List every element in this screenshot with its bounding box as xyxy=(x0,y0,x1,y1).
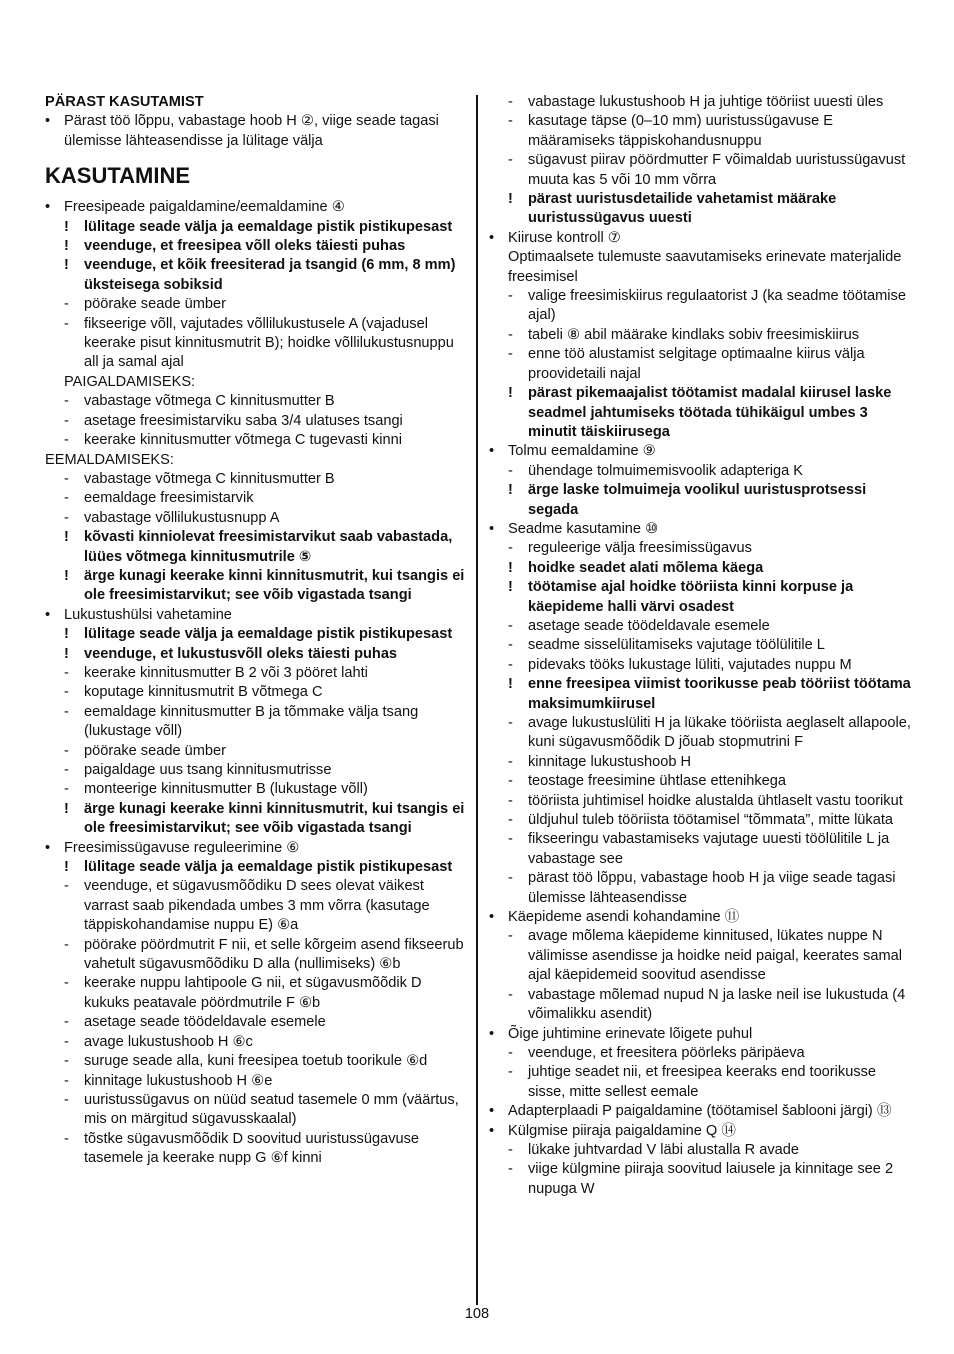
dash-item xyxy=(45,742,465,761)
item-text: Freesimissügavuse reguleerimine ⑥ xyxy=(64,839,300,856)
dash-item xyxy=(45,877,465,935)
item-text: vabastage võllilukustusnupp A xyxy=(84,509,280,526)
item-text: ärge kunagi keerake kinni kinnitusmutrit, kui tsangis ei ole freesimistarvikut; see võib vigastada tsangi xyxy=(84,567,465,604)
dash-item xyxy=(45,1013,465,1032)
dash-item xyxy=(45,683,465,702)
item-text: Kiiruse kontroll ⑦ xyxy=(508,229,621,246)
page-title: KASUTAMINE xyxy=(45,163,191,189)
item-text: seadme sisselülitamiseks vajutage töölülitile L xyxy=(528,637,825,654)
warning-item xyxy=(489,675,914,714)
item-text: eemaldage freesimistarvik xyxy=(84,490,254,507)
dash-item xyxy=(45,664,465,683)
dash-item xyxy=(45,412,465,431)
dash-item xyxy=(489,927,914,985)
item-text: asetage seade töödeldavale esemele xyxy=(528,617,770,634)
dash-item xyxy=(489,345,914,384)
dash-item xyxy=(489,636,914,655)
warning-item xyxy=(45,218,465,237)
dash-item xyxy=(489,869,914,908)
dash-item xyxy=(45,703,465,742)
item-text: teostage freesimine ühtlase ettenihkega xyxy=(528,773,786,790)
item-text: reguleerige välja freesimissügavus xyxy=(528,540,752,557)
bullet-item xyxy=(489,1025,914,1044)
warning-item xyxy=(489,190,914,229)
page-number: 108 xyxy=(464,1306,490,1322)
item-text: veenduge, et sügavusmõõdiku D sees olevat väikest varrast saab pikendada umbes 3 mm võrra (kasutage täppiskohandamise nuppu E) ⑥a xyxy=(84,878,430,934)
item-text: pärast pikemaajalist töötamist madalal kiirusel laske seadmel jahtumiseks töötada tühikäigul umbes 3 minutit täiskiirusega xyxy=(528,385,892,440)
item-text: suruge seade alla, kuni freesipea toetub toorikule ⑥d xyxy=(84,1053,428,1070)
warning-item xyxy=(45,645,465,664)
item-text: üldjuhul tuleb tööriista töötamisel “tõmmata”, mitte lükata xyxy=(528,812,894,829)
dash-item xyxy=(45,1033,465,1052)
bullet-item xyxy=(45,198,465,217)
bullet-item xyxy=(489,908,914,927)
warning-item xyxy=(45,567,465,606)
item-text: avage lukustushoob H ⑥c xyxy=(84,1033,253,1050)
dash-item xyxy=(45,315,465,373)
text-line xyxy=(45,451,465,470)
dash-item xyxy=(45,761,465,780)
item-text: lükake juhtvardad V läbi alustalla R avade xyxy=(528,1141,799,1158)
dash-item xyxy=(489,656,914,675)
dash-item xyxy=(489,1063,914,1102)
warning-item xyxy=(489,578,914,617)
bullet-item xyxy=(489,229,914,248)
warning-item xyxy=(489,384,914,442)
item-text: keerake kinnitusmutter võtmega C tugevasti kinni xyxy=(84,432,402,449)
item-text: koputage kinnitusmutrit B võtmega C xyxy=(84,684,323,701)
item-text: pöörake pöördmutrit F nii, et selle kõrgeim asend fikseerub vahetult sügavusmõõdiku D alla (nullimiseks) ⑥b xyxy=(84,936,464,973)
dash-item xyxy=(45,1072,465,1091)
item-text: pärast töö lõppu, vabastage hoob H ja viige seade tagasi ülemisse lähteasendisse xyxy=(528,870,896,906)
item-text: asetage freesimistarviku saba 3/4 ulatuses tsangi xyxy=(84,412,403,429)
item-text: valige freesimiskiirus regulaatorist J (ka seadme töötamise ajal) xyxy=(528,288,906,324)
item-text: veenduge, et freesitera pöörleks päripäeva xyxy=(528,1044,805,1061)
dash-item xyxy=(489,1044,914,1063)
item-text: kinnitage lukustushoob H ⑥e xyxy=(84,1072,273,1089)
dash-item xyxy=(489,151,914,190)
item-text: veenduge, et lukustusvõll oleks täiesti puhas xyxy=(84,645,398,662)
item-text: asetage seade töödeldavale esemele xyxy=(84,1014,326,1031)
item-text: Käepideme asendi kohandamine ⑪ xyxy=(508,909,740,926)
item-text: pöörake seade ümber xyxy=(84,296,226,313)
bullet-item xyxy=(489,1102,914,1121)
dash-item xyxy=(489,1160,914,1199)
warning-item xyxy=(45,237,465,256)
item-text: tööriista juhtimisel hoidke alustalda ühtlaselt vastu toorikut xyxy=(528,792,903,809)
item-text: lülitage seade välja ja eemaldage pistik pistikupesast xyxy=(84,626,453,643)
item-text: sügavust piirav pöördmutter F võimaldab uuristussügavust muuta kas 5 või 10 mm võrra xyxy=(528,152,906,188)
dash-item xyxy=(489,714,914,753)
item-text: keerake kinnitusmutter B 2 või 3 pööret lahti xyxy=(84,664,368,681)
dash-item xyxy=(45,489,465,508)
dash-item xyxy=(45,392,465,411)
dash-item xyxy=(45,509,465,528)
item-text: ärge laske tolmuimeja voolikul uuristusprotsessi segada xyxy=(528,482,867,518)
dash-item xyxy=(45,1091,465,1130)
warning-item xyxy=(45,858,465,877)
warning-item xyxy=(45,800,465,839)
bullet-item xyxy=(489,1122,914,1141)
item-text: lülitage seade välja ja eemaldage pistik pistikupesast xyxy=(84,859,453,876)
dash-item xyxy=(45,974,465,1013)
item-text: fikseeringu vabastamiseks vajutage uuesti töölülitile L ja vabastage see xyxy=(528,831,890,867)
item-text: kinnitage lukustushoob H xyxy=(528,753,692,770)
dash-item xyxy=(489,792,914,811)
dash-item xyxy=(489,1141,914,1160)
dash-item xyxy=(489,772,914,791)
item-text: avage lukustuslüliti H ja lükake tööriista aeglaselt allapoole, kuni sügavusmõõdik D jõuab stopmutrini F xyxy=(528,715,911,751)
item-text: vabastage mõlemad nupud N ja laske neil ise lukustuda (4 võimalikku asendit) xyxy=(528,986,906,1023)
item-text: vabastage võtmega C kinnitusmutter B xyxy=(84,393,335,410)
item-text: avage mõlema käepideme kinnitused, lükates nuppe N välimisse asendisse ja hoidke neid paigal, keerates samal ajal käepidemeid soovitud asendisse xyxy=(528,928,902,984)
bullet-item xyxy=(489,442,914,461)
item-text: monteerige kinnitusmutter B (lukustage võll) xyxy=(84,781,368,798)
dash-item xyxy=(489,93,914,112)
dash-item xyxy=(489,811,914,830)
text-line xyxy=(489,248,914,287)
item-text: Freesipeade paigaldamine/eemaldamine ④ xyxy=(64,199,345,216)
item-text: juhtige seadet nii, et freesipea keeraks end toorikusse sisse, mitte sellest eemale xyxy=(528,1064,877,1100)
item-text: pärast uuristusdetailide vahetamist määrake uuristussügavus uuesti xyxy=(528,191,837,227)
bullet-item xyxy=(45,606,465,625)
dash-item xyxy=(489,986,914,1025)
item-text: viige külgmine piiraja soovitud laiusele ja kinnitage see 2 nupuga W xyxy=(528,1161,894,1197)
item-text: paigaldage uus tsang kinnitusmutrisse xyxy=(84,762,332,778)
item-text: Seadme kasutamine ⑩ xyxy=(508,520,659,537)
dash-item xyxy=(489,830,914,869)
warning-item xyxy=(45,528,465,567)
dash-item xyxy=(489,539,914,558)
warning-item xyxy=(489,559,914,578)
item-text: ärge kunagi keerake kinni kinnitusmutrit, kui tsangis ei ole freesimistarvikut; see võib vigastada tsangi xyxy=(84,800,465,837)
item-text: EEMALDAMISEKS: xyxy=(45,451,174,468)
dash-item xyxy=(45,936,465,975)
item-text: kõvasti kinniolevat freesimistarvikut saab vabastada, lüües võtmega kinnitusmutrile ⑤ xyxy=(84,529,453,565)
bullet-item xyxy=(45,112,465,151)
dash-item xyxy=(45,431,465,450)
dash-item xyxy=(489,753,914,772)
dash-item xyxy=(489,326,914,345)
dash-item xyxy=(45,780,465,799)
item-text: Külgmise piiraja paigaldamine Q ⑭ xyxy=(508,1122,736,1139)
item-text: pidevaks tööks lukustage lüliti, vajutades nuppu M xyxy=(528,656,852,673)
dash-item xyxy=(45,470,465,489)
item-text: Optimaalsete tulemuste saavutamiseks erinevate materjalide freesimisel xyxy=(508,249,902,285)
item-text: keerake nuppu lahtipoole G nii, et sügavusmõõdik D kukuks peatavale pöördmutrile F ⑥b xyxy=(84,975,422,1011)
right-column xyxy=(489,93,914,1199)
item-text: tabeli ⑧ abil määrake kindlaks sobiv freesimiskiirus xyxy=(528,326,860,343)
dash-item xyxy=(45,295,465,314)
item-text: enne freesipea viimist toorikusse peab tööriist töötama maksimumkiirusel xyxy=(528,676,911,712)
item-text: Lukustushülsi vahetamine xyxy=(64,606,232,623)
item-text: lülitage seade välja ja eemaldage pistik pistikupesast xyxy=(84,218,453,235)
dash-item xyxy=(489,287,914,326)
dash-item xyxy=(489,112,914,151)
item-text: fikseerige võll, vajutades võllilukustusele A (vajadusel keerake pisut kinnitusmutrit B); hoidke võllilukustusnuppu all ja samal ajal xyxy=(84,315,454,371)
warning-item xyxy=(45,625,465,644)
column-divider xyxy=(476,95,478,1305)
item-text: tõstke sügavusmõõdik D soovitud uuristussügavuse tasemele ja keerake nupp G ⑥f kinni xyxy=(84,1130,420,1167)
item-text: Adapterplaadi P paigaldamine (töötamisel šablooni järgi) ⑬ xyxy=(508,1103,892,1120)
item-text: enne töö alustamist selgitage optimaalne kiirus välja proovidetaili najal xyxy=(528,346,865,382)
item-text: veenduge, et freesipea võll oleks täiesti puhas xyxy=(84,238,406,255)
item-text: eemaldage kinnitusmutter B ja tõmmake välja tsang (lukustage võll) xyxy=(84,703,419,740)
dash-item xyxy=(45,1052,465,1071)
warning-item xyxy=(489,481,914,520)
bullet-item xyxy=(45,839,465,858)
item-text: vabastage lukustushoob H ja juhtige tööriist uuesti üles xyxy=(528,94,884,110)
item-text: pöörake seade ümber xyxy=(84,742,226,759)
item-text: Tolmu eemaldamine ⑨ xyxy=(508,443,656,460)
item-text: Pärast töö lõppu, vabastage hoob H ②, viige seade tagasi ülemisse lähteasendisse ja lülitage välja xyxy=(64,113,439,149)
text-line xyxy=(45,373,465,392)
dash-item xyxy=(489,617,914,636)
left-column xyxy=(45,93,465,1169)
dash-item xyxy=(45,1130,465,1169)
item-text: töötamise ajal hoidke tööriista kinni korpuse ja käepideme halli värvi osadest xyxy=(528,579,854,615)
bullet-item xyxy=(489,520,914,539)
item-text: uuristussügavus on nüüd seatud tasemele 0 mm (väärtus, mis on märgitud sügavusskaalal) xyxy=(84,1091,459,1128)
item-text: vabastage võtmega C kinnitusmutter B xyxy=(84,470,335,487)
item-text: Õige juhtimine erinevate lõigete puhul xyxy=(508,1025,753,1042)
item-text: hoidke seadet alati mõlema käega xyxy=(528,559,764,576)
dash-item xyxy=(489,462,914,481)
section-heading: PÄRAST KASUTAMIST xyxy=(45,94,204,110)
item-text: PAIGALDAMISEKS: xyxy=(64,373,196,390)
item-text: veenduge, et kõik freesiterad ja tsangid (6 mm, 8 mm) üksteisega sobiksid xyxy=(84,257,456,293)
item-text: ühendage tolmuimemisvoolik adapteriga K xyxy=(528,462,804,479)
item-text: kasutage täpse (0–10 mm) uuristussügavuse E määramiseks täppiskohandusnuppu xyxy=(528,113,834,149)
warning-item xyxy=(45,256,465,295)
